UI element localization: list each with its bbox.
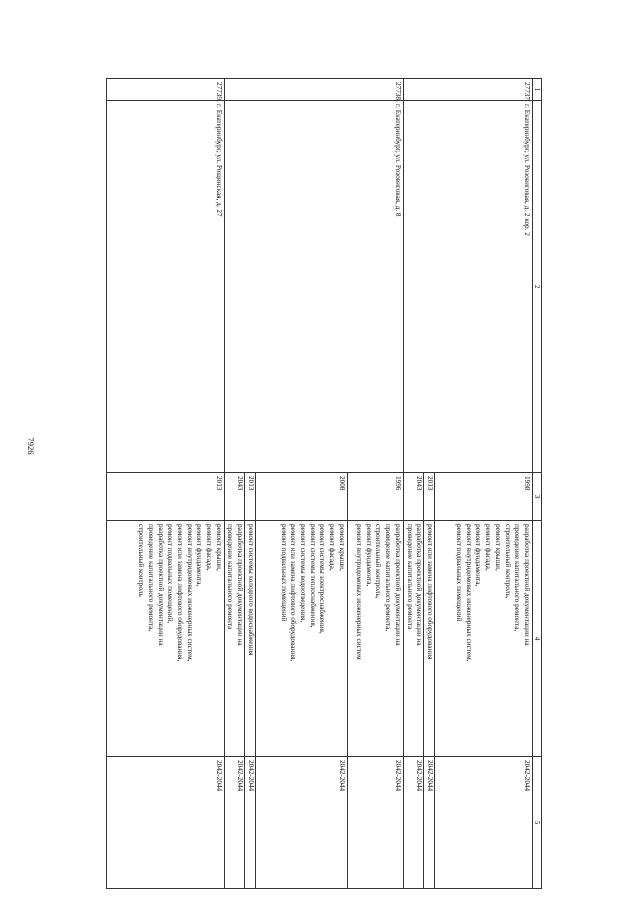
row-period: 2042-2044 — [245, 757, 256, 889]
row-works: ремонт или замена лифтового оборудования — [424, 521, 435, 757]
row-year: 2013 — [424, 473, 435, 521]
row-year: 2008 — [255, 473, 347, 521]
header-col-5: 5 — [533, 757, 542, 889]
row-year: 1996 — [347, 473, 403, 521]
row-id: 27739. — [106, 79, 224, 101]
header-col-1: 1 — [533, 79, 542, 101]
row-id: 27737. — [403, 79, 532, 101]
row-period: 2042-2044 — [347, 757, 403, 889]
header-col-4: 4 — [533, 521, 542, 757]
row-works: ремонт крыши, ремонт фасада, ремонт фундамента, ремонт внутридомовых инженерных систем, ремонт или замена лифтового оборудования, ремонт подвальных помещений, разработка проектной документации на проведение капитального ремонта, строительный контроль — [106, 521, 224, 757]
row-year: 2043 — [403, 473, 423, 521]
row-period: 2042-2044 — [403, 757, 423, 889]
page-number: 7926 — [26, 437, 36, 455]
row-period: 2042-2044 — [435, 757, 533, 889]
row-address: г. Екатеринбург, ул. Розовиговая, д. 2 кор. 2 — [403, 101, 532, 473]
table-row — [347, 79, 403, 889]
row-year: 1998 — [435, 473, 533, 521]
row-period: 2042-2044 — [106, 757, 224, 889]
table-row — [435, 79, 533, 889]
row-year: 2013 — [106, 473, 224, 521]
table-header-row — [533, 79, 542, 889]
row-period: 2042-2044 — [224, 757, 244, 889]
header-col-2: 2 — [533, 101, 542, 473]
row-works: разработка проектной документации на проведение капитального ремонта — [224, 521, 244, 757]
rotated-table-container — [84, 78, 542, 888]
row-works: ремонт системы холодного водоснабжения — [245, 521, 256, 757]
table-row — [106, 79, 224, 889]
row-works: разработка проектной документации на проведение капитального ремонта — [403, 521, 423, 757]
capital-repair-table — [106, 78, 542, 889]
row-address: г. Екатеринбург, ул. Рощинская, д. 27 — [106, 101, 224, 473]
row-works: ремонт крыши, ремонт фасада, ремонт системы электроснабжения, ремонт системы теплоснабжения, ремонт системы водоотведения, ремонт или замена лифтового оборудования, ремонт подвальных помещений — [255, 521, 347, 757]
row-address: г. Екатеринбург, ул. Розовиговая, д. 8 — [224, 101, 403, 473]
row-id: 27738. — [224, 79, 403, 101]
row-period: 2042-2044 — [424, 757, 435, 889]
header-col-3: 3 — [533, 473, 542, 521]
row-year: 2043 — [224, 473, 244, 521]
row-period: 2042-2044 — [255, 757, 347, 889]
row-works: разработка проектной документации на проведение капитального ремонта, строительный контроль, ремонт фундамента, ремонт внутридомовых инженерных систем — [347, 521, 403, 757]
row-works: разработка проектной документации на проведение капитального ремонта, строительный контроль, ремонт крыши, ремонт фасада, ремонт фундамента, ремонт внутридомовых инженерных систем, ремонт подвальных помещений — [435, 521, 533, 757]
row-year: 2013 — [245, 473, 256, 521]
